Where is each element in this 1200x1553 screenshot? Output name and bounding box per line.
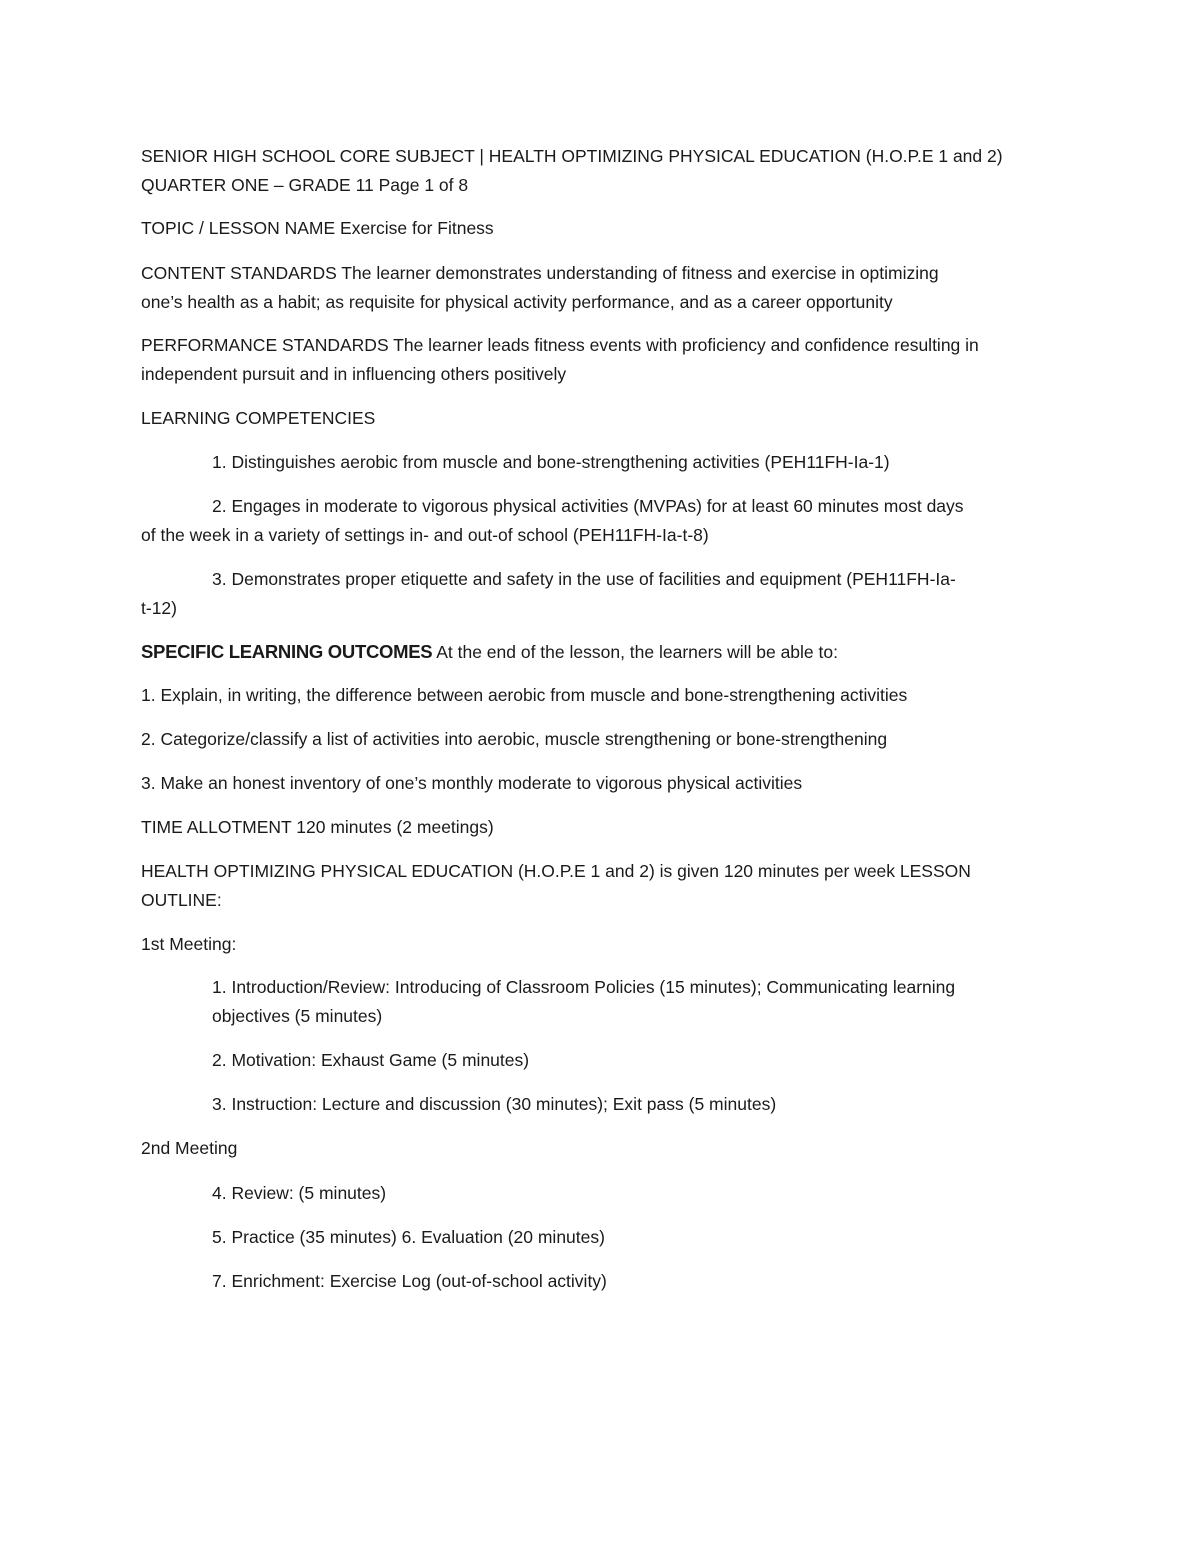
outcomes-line [141, 637, 1060, 667]
performance-standards-line-1: PERFORMANCE STANDARDS The learner leads fitness events with proficiency and confidence resulting in [141, 335, 979, 355]
competency-item-2-line-2: of the week in a variety of settings in- and out-of school (PEH11FH-Ia-t-8) [141, 525, 709, 545]
lesson-outline-line-1: HEALTH OPTIMIZING PHYSICAL EDUCATION (H.O.P.E 1 and 2) is given 120 minutes per week LESSON [141, 861, 971, 881]
time-allotment: TIME ALLOTMENT 120 minutes (2 meetings) [141, 817, 494, 837]
header-line-2: QUARTER ONE – GRADE 11 Page 1 of 8 [141, 175, 469, 195]
meeting-2-item-4: 4. Review: (5 minutes) [212, 1183, 387, 1203]
meeting-1-item-1-line-1: 1. Introduction/Review: Introducing of Classroom Policies (15 minutes); Communicating learning [212, 977, 956, 997]
meeting-1-item-3: 3. Instruction: Lecture and discussion (30 minutes); Exit pass (5 minutes) [212, 1094, 777, 1114]
outcome-item-3: 3. Make an honest inventory of one’s monthly moderate to vigorous physical activities [141, 773, 803, 793]
competency-item-3-line-1: 3. Demonstrates proper etiquette and safety in the use of facilities and equipment (PEH11FH-Ia- [212, 569, 956, 589]
topic-line: TOPIC / LESSON NAME Exercise for Fitness [141, 218, 494, 238]
meeting-1-item-1-line-2: objectives (5 minutes) [212, 1006, 383, 1026]
outcomes-intro: At the end of the lesson, the learners will be able to: [432, 642, 838, 662]
competency-item-3-line-2: t-12) [141, 598, 177, 618]
performance-standards-line-2: independent pursuit and in influencing others positively [141, 364, 567, 384]
content-standards-line-2: one’s health as a habit; as requisite for physical activity performance, and as a career opportunity [141, 292, 893, 312]
lesson-outline-line-2: OUTLINE: [141, 890, 222, 910]
competency-item-1: 1. Distinguishes aerobic from muscle and bone-strengthening activities (PEH11FH-Ia-1) [212, 452, 890, 472]
meeting-2-heading: 2nd Meeting [141, 1138, 238, 1158]
meeting-1-heading: 1st Meeting: [141, 934, 237, 954]
outcomes-heading: SPECIFIC LEARNING OUTCOMES [141, 641, 433, 662]
competency-item-2-line-1: 2. Engages in moderate to vigorous physical activities (MVPAs) for at least 60 minutes most days [212, 496, 964, 516]
meeting-2-item-7: 7. Enrichment: Exercise Log (out-of-school activity) [212, 1271, 607, 1291]
content-standards-line-1: CONTENT STANDARDS The learner demonstrates understanding of fitness and exercise in optimizing [141, 263, 939, 283]
meeting-2-item-5: 5. Practice (35 minutes) 6. Evaluation (20 minutes) [212, 1227, 605, 1247]
header-line-1: SENIOR HIGH SCHOOL CORE SUBJECT | HEALTH OPTIMIZING PHYSICAL EDUCATION (H.O.P.E 1 and 2) [141, 146, 1003, 166]
outcome-item-1: 1. Explain, in writing, the difference between aerobic from muscle and bone-strengthening activities [141, 685, 908, 705]
meeting-1-item-2: 2. Motivation: Exhaust Game (5 minutes) [212, 1050, 530, 1070]
outcome-item-2: 2. Categorize/classify a list of activities into aerobic, muscle strengthening or bone-strengthening [141, 729, 888, 749]
competencies-heading: LEARNING COMPETENCIES [141, 408, 376, 428]
